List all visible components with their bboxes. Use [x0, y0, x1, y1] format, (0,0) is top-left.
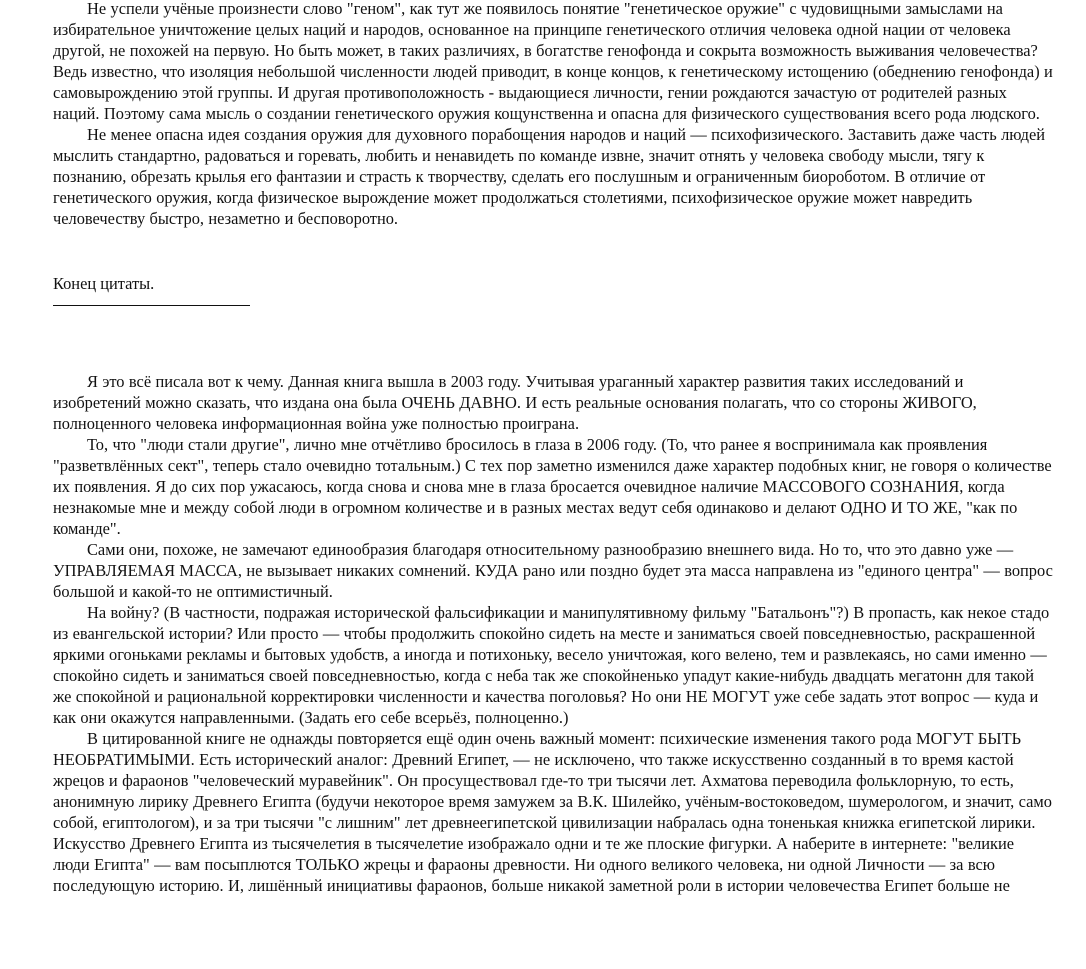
paragraph-book-2003: Я это всё писала вот к чему. Данная книга вышла в 2003 году. Учитывая ураганный характер развития таких исследований и изобретений можно сказать, что издана она была ОЧЕНЬ ДАВНО. И есть реальные основания полагать, что со стороны ЖИВОГО, полноценного человека информационная война уже полностью проиграна.: [53, 372, 977, 433]
quoted-text-block: [53, 0, 1053, 229]
paragraph-genetic-weapon: Не успели учёные произнести слово "геном", как тут же появилось понятие "генетическое оружие" с чудовищными замыслами на избирательное уничтожение целых наций и народов, основанное на принципе генетического отличия человека одной нации от человека другой, не похожей на первую. Но быть может, в таких различиях, в богатстве генофонда и сокрыта возможность выживания человечества? Ведь известно, что изоляция небольшой численности людей приводит, в конце концов, к генетическому истощению (обеднению генофонда) и самовырождению этой группы. И другая противоположность - выдающиеся личности, гении рождаются зачастую от родителей разных наций. Поэтому сама мысль о создании генетического оружия кощунственна и опасна для физического существования всего рода людского.: [53, 0, 1053, 123]
end-of-quote-label: Конец цитаты.: [53, 274, 155, 293]
paragraph-psychophysical-weapon: Не менее опасна идея создания оружия для духовного порабощения народов и наций — психофизического. Заставить даже часть людей мыслить стандартно, радоваться и горевать, любить и ненавидеть по команде извне, значит отнять у человека свободу мысли, тягу к познанию, обрезать крылья его фантазии и страсть к творчеству, сделать его послушным и ограниченным биороботом. В отличие от генетического оружия, когда физическое вырождение может продолжаться столетиями, психофизическое оружие может навредить человечеству быстро, незаметно и бесповоротно.: [53, 125, 1046, 228]
paragraph-ancient-egypt: В цитированной книге не однажды повторяется ещё один очень важный момент: психические изменения такого рода МОГУТ БЫТЬ НЕОБРАТИМЫМИ. Есть исторический аналог: Древний Египет, — не исключено, что также искусственно созданный в то время кастой жрецов и фараонов "человеческий муравейник". Он просуществовал где-то три тысячи лет. Ахматова переводила фольклорную, то есть, анонимную лирику Древнего Египта (будучи некоторое время замужем за В.К. Шилейко, учёным-востоковедом, шумерологом, и значит, само собой, египтологом), и за три тысячи "с лишним" лет древнеегипетской цивилизации набралась одна тоненькая книжка египетской лирики. Искусство Древнего Египта из тысячелетия в тысячелетие изображало одни и те же плоские фигурки. А наберите в интернете: "великие люди Египта" — вам посыплются ТОЛЬКО жрецы и фараоны древности. Ни одного великого человека, ни одной Личности — за всю последующую историю. И, лишённый инициативы фараонов, больше никакой заметной роли в истории человечества Египет больше не: [53, 729, 1052, 895]
document-page: [53, 0, 1053, 896]
author-text-block: [53, 371, 1053, 896]
separator-line: [53, 305, 250, 306]
paragraph-people-changed: То, что "люди стали другие", лично мне отчётливо бросилось в глаза в 2006 году. (То, что ранее я воспринимала как проявления "разветвлённых сект", теперь стало очевидно тотальным.) С тех пор заметно изменился даже характер подобных книг, не говоря о количестве их появления. Я до сих пор ужасаюсь, когда снова и снова мне в глаза бросается очевидное наличие МАССОВОГО СОЗНАНИЯ, когда незнакомые мне и между собой люди в огромном количестве и в разных местах ведут себя одинаково и делают ОДНО И ТО ЖЕ, "как по команде".: [53, 435, 1052, 538]
paragraph-managed-mass: Сами они, похоже, не замечают единообразия благодаря относительному разнообразию внешнего вида. Но то, что это давно уже — УПРАВЛЯЕМАЯ МАССА, не вызывает никаких сомнений. КУДА рано или поздно будет эта масса направлена из "единого центра" — вопрос большой и какой-то не оптимистичный.: [53, 540, 1053, 601]
paragraph-to-war: На войну? (В частности, подражая исторической фальсификации и манипулятивному фильму "Батальонъ"?) В пропасть, как некое стадо из евангельской истории? Или просто — чтобы продолжить спокойно сидеть на месте и заниматься своей повседневностью, раскрашенной яркими огоньками рекламы и бытовых удобств, а иногда и потихоньку, весело уничтожая, кого велено, тем и развлекаясь, но сами именно — спокойно сидеть и заниматься своей повседневностью, когда с неба так же спокойненько упадут какие-нибудь двадцать мегатонн для такой же спокойной и рациональной корректировки численности и качества поголовья? Но они НЕ МОГУТ уже себе задать этот вопрос — куда и как они окажутся направленными. (Задать его себе всерьёз, полноценно.): [53, 603, 1050, 727]
